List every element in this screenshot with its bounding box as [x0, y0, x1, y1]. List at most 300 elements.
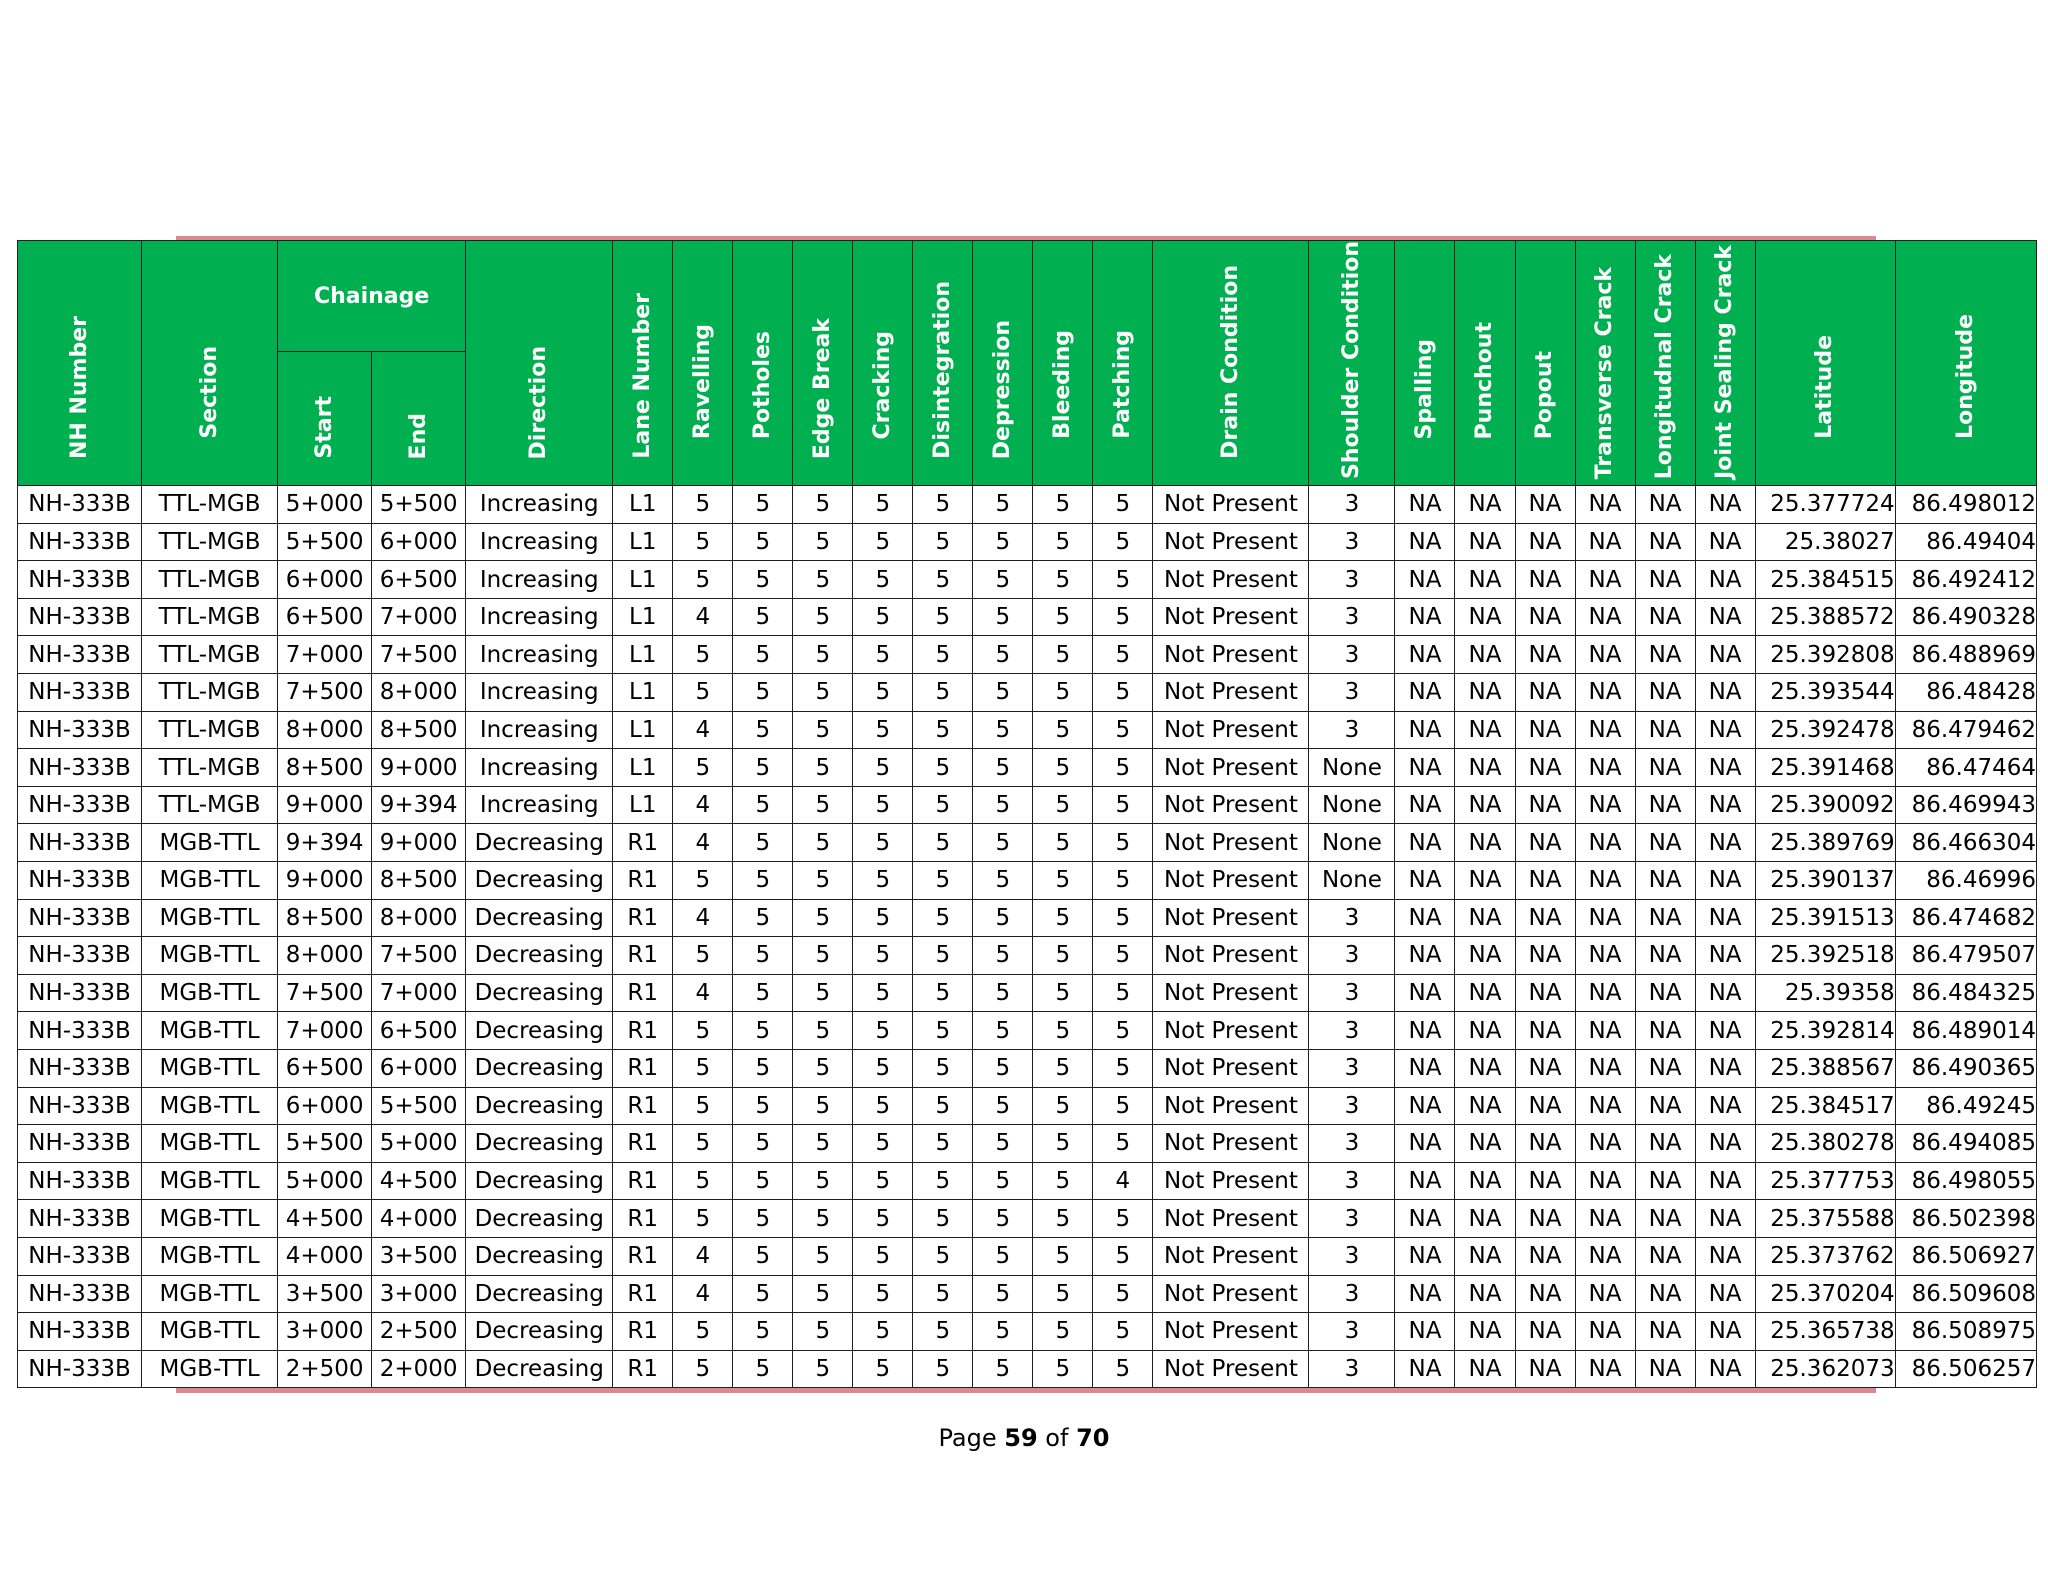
cell-ravelling: 4	[673, 711, 733, 749]
cell-shoulder-condition: 3	[1309, 1049, 1395, 1087]
cell-nh-number: NH-333B	[18, 486, 142, 524]
cell-bleeding: 5	[1033, 861, 1093, 899]
cell-latitude: 25.392814	[1755, 1012, 1895, 1050]
cell-drain-condition: Not Present	[1153, 1313, 1309, 1351]
cell-bleeding: 5	[1033, 824, 1093, 862]
cell-section: MGB-TTL	[142, 1087, 278, 1125]
cell-potholes: 5	[733, 561, 793, 599]
table-row	[18, 674, 2037, 712]
cell-potholes: 5	[733, 1313, 793, 1351]
cell-disintegration: 5	[913, 1087, 973, 1125]
cell-nh-number: NH-333B	[18, 749, 142, 787]
cell-punchout: NA	[1455, 899, 1515, 937]
cell-chainage-end: 7+500	[372, 636, 466, 674]
cell-longitude: 86.49404	[1895, 523, 2036, 561]
cell-joint-sealing-crack: NA	[1695, 711, 1755, 749]
cell-depression: 5	[973, 598, 1033, 636]
cell-depression: 5	[973, 674, 1033, 712]
cell-depression: 5	[973, 1087, 1033, 1125]
cell-drain-condition: Not Present	[1153, 1237, 1309, 1275]
cell-joint-sealing-crack: NA	[1695, 1350, 1755, 1388]
cell-depression: 5	[973, 636, 1033, 674]
header-patching: Patching	[1093, 241, 1153, 486]
cell-latitude: 25.392478	[1755, 711, 1895, 749]
cell-nh-number: NH-333B	[18, 561, 142, 599]
cell-transverse-crack: NA	[1575, 1200, 1635, 1238]
table-row	[18, 561, 2037, 599]
cell-edge-break: 5	[793, 711, 853, 749]
cell-drain-condition: Not Present	[1153, 1087, 1309, 1125]
cell-potholes: 5	[733, 1237, 793, 1275]
cell-bleeding: 5	[1033, 1049, 1093, 1087]
cell-drain-condition: Not Present	[1153, 1012, 1309, 1050]
cell-lane-number: R1	[613, 824, 673, 862]
cell-punchout: NA	[1455, 861, 1515, 899]
cell-longitudinal-crack: NA	[1635, 1350, 1695, 1388]
bottom-rule	[176, 1388, 1876, 1393]
cell-longitude: 86.48428	[1895, 674, 2036, 712]
cell-longitudinal-crack: NA	[1635, 749, 1695, 787]
cell-potholes: 5	[733, 749, 793, 787]
cell-chainage-start: 8+500	[278, 749, 372, 787]
cell-patching: 5	[1093, 786, 1153, 824]
cell-direction: Increasing	[466, 749, 613, 787]
cell-joint-sealing-crack: NA	[1695, 824, 1755, 862]
cell-direction: Decreasing	[466, 1087, 613, 1125]
cell-joint-sealing-crack: NA	[1695, 598, 1755, 636]
cell-drain-condition: Not Present	[1153, 486, 1309, 524]
cell-chainage-end: 5+500	[372, 1087, 466, 1125]
cell-lane-number: R1	[613, 937, 673, 975]
cell-section: TTL-MGB	[142, 749, 278, 787]
cell-ravelling: 5	[673, 486, 733, 524]
cell-spalling: NA	[1395, 1012, 1455, 1050]
cell-chainage-start: 7+000	[278, 1012, 372, 1050]
cell-chainage-end: 8+500	[372, 711, 466, 749]
cell-potholes: 5	[733, 1200, 793, 1238]
cell-disintegration: 5	[913, 1350, 973, 1388]
cell-lane-number: L1	[613, 598, 673, 636]
cell-punchout: NA	[1455, 711, 1515, 749]
header-disintegration: Disintegration	[913, 241, 973, 486]
cell-bleeding: 5	[1033, 1087, 1093, 1125]
cell-punchout: NA	[1455, 1049, 1515, 1087]
cell-ravelling: 4	[673, 824, 733, 862]
cell-latitude: 25.370204	[1755, 1275, 1895, 1313]
cell-shoulder-condition: 3	[1309, 1125, 1395, 1163]
cell-shoulder-condition: 3	[1309, 1350, 1395, 1388]
cell-ravelling: 4	[673, 1275, 733, 1313]
cell-chainage-start: 5+000	[278, 486, 372, 524]
cell-patching: 5	[1093, 824, 1153, 862]
cell-lane-number: R1	[613, 861, 673, 899]
cell-drain-condition: Not Present	[1153, 561, 1309, 599]
cell-direction: Decreasing	[466, 861, 613, 899]
cell-ravelling: 5	[673, 636, 733, 674]
cell-punchout: NA	[1455, 598, 1515, 636]
cell-depression: 5	[973, 1350, 1033, 1388]
cell-popout: NA	[1515, 861, 1575, 899]
cell-chainage-start: 5+500	[278, 523, 372, 561]
cell-cracking: 5	[853, 1049, 913, 1087]
cell-spalling: NA	[1395, 1125, 1455, 1163]
cell-spalling: NA	[1395, 899, 1455, 937]
cell-popout: NA	[1515, 561, 1575, 599]
cell-cracking: 5	[853, 1313, 913, 1351]
cell-potholes: 5	[733, 711, 793, 749]
cell-depression: 5	[973, 1049, 1033, 1087]
cell-punchout: NA	[1455, 1125, 1515, 1163]
cell-patching: 5	[1093, 1275, 1153, 1313]
cell-longitudinal-crack: NA	[1635, 786, 1695, 824]
cell-transverse-crack: NA	[1575, 899, 1635, 937]
total-pages: 70	[1076, 1424, 1110, 1452]
cell-spalling: NA	[1395, 974, 1455, 1012]
cell-bleeding: 5	[1033, 1237, 1093, 1275]
cell-direction: Decreasing	[466, 974, 613, 1012]
cell-spalling: NA	[1395, 561, 1455, 599]
cell-patching: 5	[1093, 598, 1153, 636]
cell-chainage-end: 5+500	[372, 486, 466, 524]
cell-bleeding: 5	[1033, 1313, 1093, 1351]
cell-latitude: 25.375588	[1755, 1200, 1895, 1238]
cell-potholes: 5	[733, 598, 793, 636]
cell-chainage-start: 7+000	[278, 636, 372, 674]
cell-chainage-start: 6+500	[278, 598, 372, 636]
cell-bleeding: 5	[1033, 561, 1093, 599]
cell-bleeding: 5	[1033, 674, 1093, 712]
cell-punchout: NA	[1455, 1237, 1515, 1275]
cell-section: TTL-MGB	[142, 523, 278, 561]
cell-transverse-crack: NA	[1575, 1237, 1635, 1275]
cell-nh-number: NH-333B	[18, 674, 142, 712]
cell-nh-number: NH-333B	[18, 598, 142, 636]
cell-disintegration: 5	[913, 1049, 973, 1087]
cell-transverse-crack: NA	[1575, 937, 1635, 975]
cell-section: TTL-MGB	[142, 636, 278, 674]
cell-cracking: 5	[853, 1087, 913, 1125]
cell-section: TTL-MGB	[142, 711, 278, 749]
road-condition-table	[17, 240, 2037, 1388]
cell-shoulder-condition: 3	[1309, 486, 1395, 524]
cell-shoulder-condition: 3	[1309, 1162, 1395, 1200]
cell-patching: 5	[1093, 523, 1153, 561]
table-row	[18, 824, 2037, 862]
cell-drain-condition: Not Present	[1153, 1275, 1309, 1313]
cell-cracking: 5	[853, 937, 913, 975]
cell-latitude: 25.384515	[1755, 561, 1895, 599]
cell-longitudinal-crack: NA	[1635, 861, 1695, 899]
cell-transverse-crack: NA	[1575, 1162, 1635, 1200]
cell-patching: 5	[1093, 674, 1153, 712]
cell-direction: Decreasing	[466, 1237, 613, 1275]
cell-chainage-end: 3+500	[372, 1237, 466, 1275]
cell-cracking: 5	[853, 711, 913, 749]
cell-longitudinal-crack: NA	[1635, 598, 1695, 636]
cell-bleeding: 5	[1033, 974, 1093, 1012]
table-row	[18, 786, 2037, 824]
cell-chainage-end: 7+000	[372, 598, 466, 636]
cell-bleeding: 5	[1033, 749, 1093, 787]
cell-depression: 5	[973, 1162, 1033, 1200]
cell-section: TTL-MGB	[142, 786, 278, 824]
header-spalling: Spalling	[1395, 241, 1455, 486]
cell-direction: Decreasing	[466, 824, 613, 862]
cell-longitudinal-crack: NA	[1635, 1313, 1695, 1351]
cell-edge-break: 5	[793, 861, 853, 899]
cell-nh-number: NH-333B	[18, 711, 142, 749]
cell-ravelling: 5	[673, 1125, 733, 1163]
cell-spalling: NA	[1395, 1087, 1455, 1125]
cell-longitude: 86.474682	[1895, 899, 2036, 937]
cell-direction: Increasing	[466, 711, 613, 749]
cell-direction: Decreasing	[466, 1049, 613, 1087]
cell-punchout: NA	[1455, 937, 1515, 975]
cell-potholes: 5	[733, 1087, 793, 1125]
cell-ravelling: 5	[673, 1313, 733, 1351]
cell-direction: Decreasing	[466, 1350, 613, 1388]
cell-punchout: NA	[1455, 486, 1515, 524]
cell-chainage-start: 7+500	[278, 674, 372, 712]
cell-joint-sealing-crack: NA	[1695, 899, 1755, 937]
cell-joint-sealing-crack: NA	[1695, 561, 1755, 599]
cell-cracking: 5	[853, 561, 913, 599]
header-potholes: Potholes	[733, 241, 793, 486]
cell-drain-condition: Not Present	[1153, 1200, 1309, 1238]
cell-cracking: 5	[853, 899, 913, 937]
header-latitude: Latitude	[1755, 241, 1895, 486]
cell-edge-break: 5	[793, 1049, 853, 1087]
header-transverse-crack: Transverse Crack	[1575, 241, 1635, 486]
cell-section: MGB-TTL	[142, 1125, 278, 1163]
cell-latitude: 25.388567	[1755, 1049, 1895, 1087]
page-footer	[0, 1424, 2048, 1452]
cell-longitude: 86.46996	[1895, 861, 2036, 899]
cell-chainage-start: 7+500	[278, 974, 372, 1012]
cell-patching: 5	[1093, 1012, 1153, 1050]
cell-edge-break: 5	[793, 1313, 853, 1351]
cell-joint-sealing-crack: NA	[1695, 861, 1755, 899]
cell-bleeding: 5	[1033, 1162, 1093, 1200]
cell-edge-break: 5	[793, 1162, 853, 1200]
cell-chainage-start: 9+394	[278, 824, 372, 862]
cell-ravelling: 5	[673, 1200, 733, 1238]
cell-disintegration: 5	[913, 786, 973, 824]
cell-disintegration: 5	[913, 1012, 973, 1050]
table-row	[18, 711, 2037, 749]
cell-direction: Increasing	[466, 486, 613, 524]
cell-latitude: 25.380278	[1755, 1125, 1895, 1163]
header-longitudinal-crack: Longitudnal Crack	[1635, 241, 1695, 486]
cell-popout: NA	[1515, 711, 1575, 749]
cell-disintegration: 5	[913, 1125, 973, 1163]
cell-direction: Decreasing	[466, 899, 613, 937]
cell-lane-number: R1	[613, 1087, 673, 1125]
cell-nh-number: NH-333B	[18, 1162, 142, 1200]
of-label: of	[1045, 1424, 1069, 1452]
cell-disintegration: 5	[913, 561, 973, 599]
cell-transverse-crack: NA	[1575, 636, 1635, 674]
cell-direction: Decreasing	[466, 1162, 613, 1200]
header-end: End	[372, 352, 466, 486]
cell-bleeding: 5	[1033, 1012, 1093, 1050]
cell-shoulder-condition: 3	[1309, 974, 1395, 1012]
cell-patching: 5	[1093, 749, 1153, 787]
cell-shoulder-condition: 3	[1309, 899, 1395, 937]
cell-cracking: 5	[853, 1012, 913, 1050]
cell-ravelling: 5	[673, 674, 733, 712]
cell-longitudinal-crack: NA	[1635, 937, 1695, 975]
cell-patching: 5	[1093, 1350, 1153, 1388]
cell-potholes: 5	[733, 1350, 793, 1388]
cell-popout: NA	[1515, 899, 1575, 937]
cell-direction: Increasing	[466, 636, 613, 674]
cell-longitudinal-crack: NA	[1635, 974, 1695, 1012]
cell-ravelling: 5	[673, 1049, 733, 1087]
cell-spalling: NA	[1395, 1237, 1455, 1275]
cell-edge-break: 5	[793, 1275, 853, 1313]
cell-section: MGB-TTL	[142, 974, 278, 1012]
cell-depression: 5	[973, 711, 1033, 749]
cell-disintegration: 5	[913, 1162, 973, 1200]
cell-disintegration: 5	[913, 974, 973, 1012]
cell-potholes: 5	[733, 786, 793, 824]
cell-transverse-crack: NA	[1575, 523, 1635, 561]
cell-joint-sealing-crack: NA	[1695, 1237, 1755, 1275]
cell-patching: 5	[1093, 486, 1153, 524]
cell-ravelling: 5	[673, 523, 733, 561]
cell-section: MGB-TTL	[142, 1200, 278, 1238]
cell-ravelling: 5	[673, 1012, 733, 1050]
cell-spalling: NA	[1395, 786, 1455, 824]
cell-ravelling: 5	[673, 937, 733, 975]
cell-longitudinal-crack: NA	[1635, 523, 1695, 561]
cell-longitudinal-crack: NA	[1635, 1049, 1695, 1087]
cell-longitudinal-crack: NA	[1635, 1012, 1695, 1050]
cell-cracking: 5	[853, 786, 913, 824]
cell-bleeding: 5	[1033, 1125, 1093, 1163]
cell-chainage-end: 7+000	[372, 974, 466, 1012]
cell-popout: NA	[1515, 1237, 1575, 1275]
cell-lane-number: R1	[613, 1237, 673, 1275]
cell-latitude: 25.39358	[1755, 974, 1895, 1012]
cell-latitude: 25.392518	[1755, 937, 1895, 975]
cell-longitude: 86.492412	[1895, 561, 2036, 599]
cell-spalling: NA	[1395, 486, 1455, 524]
cell-chainage-start: 6+000	[278, 1087, 372, 1125]
cell-popout: NA	[1515, 1049, 1575, 1087]
cell-longitude: 86.498012	[1895, 486, 2036, 524]
cell-chainage-start: 5+000	[278, 1162, 372, 1200]
cell-cracking: 5	[853, 1275, 913, 1313]
header-shoulder-condition: Shoulder Condition	[1309, 241, 1395, 486]
cell-disintegration: 5	[913, 598, 973, 636]
cell-longitude: 86.498055	[1895, 1162, 2036, 1200]
cell-section: MGB-TTL	[142, 1237, 278, 1275]
current-page: 59	[1004, 1424, 1038, 1452]
cell-spalling: NA	[1395, 1350, 1455, 1388]
cell-potholes: 5	[733, 937, 793, 975]
header-cracking: Cracking	[853, 241, 913, 486]
cell-punchout: NA	[1455, 636, 1515, 674]
cell-longitudinal-crack: NA	[1635, 674, 1695, 712]
cell-longitudinal-crack: NA	[1635, 636, 1695, 674]
table-header	[18, 241, 2037, 486]
cell-spalling: NA	[1395, 1049, 1455, 1087]
cell-disintegration: 5	[913, 486, 973, 524]
table-row	[18, 1350, 2037, 1388]
cell-chainage-end: 7+500	[372, 937, 466, 975]
cell-chainage-end: 8+500	[372, 861, 466, 899]
cell-depression: 5	[973, 899, 1033, 937]
cell-edge-break: 5	[793, 636, 853, 674]
cell-joint-sealing-crack: NA	[1695, 937, 1755, 975]
cell-transverse-crack: NA	[1575, 561, 1635, 599]
table-row	[18, 1313, 2037, 1351]
cell-depression: 5	[973, 1275, 1033, 1313]
cell-joint-sealing-crack: NA	[1695, 1012, 1755, 1050]
cell-section: MGB-TTL	[142, 1012, 278, 1050]
table-row	[18, 937, 2037, 975]
cell-drain-condition: Not Present	[1153, 598, 1309, 636]
cell-spalling: NA	[1395, 824, 1455, 862]
cell-spalling: NA	[1395, 636, 1455, 674]
cell-chainage-end: 6+500	[372, 561, 466, 599]
cell-direction: Decreasing	[466, 937, 613, 975]
cell-drain-condition: Not Present	[1153, 937, 1309, 975]
header-nh-number: NH Number	[18, 241, 142, 486]
cell-lane-number: R1	[613, 1125, 673, 1163]
cell-latitude: 25.377753	[1755, 1162, 1895, 1200]
table-row	[18, 1162, 2037, 1200]
cell-direction: Increasing	[466, 598, 613, 636]
cell-popout: NA	[1515, 598, 1575, 636]
cell-section: TTL-MGB	[142, 486, 278, 524]
cell-patching: 5	[1093, 1087, 1153, 1125]
cell-shoulder-condition: 3	[1309, 598, 1395, 636]
cell-chainage-end: 9+394	[372, 786, 466, 824]
cell-shoulder-condition: None	[1309, 824, 1395, 862]
cell-cracking: 5	[853, 598, 913, 636]
cell-ravelling: 5	[673, 1162, 733, 1200]
cell-cracking: 5	[853, 974, 913, 1012]
cell-bleeding: 5	[1033, 1275, 1093, 1313]
cell-chainage-start: 6+500	[278, 1049, 372, 1087]
cell-longitude: 86.494085	[1895, 1125, 2036, 1163]
cell-longitude: 86.47464	[1895, 749, 2036, 787]
table-row	[18, 1237, 2037, 1275]
cell-latitude: 25.377724	[1755, 486, 1895, 524]
cell-latitude: 25.393544	[1755, 674, 1895, 712]
cell-edge-break: 5	[793, 1012, 853, 1050]
cell-potholes: 5	[733, 674, 793, 712]
table-row	[18, 749, 2037, 787]
cell-longitude: 86.506257	[1895, 1350, 2036, 1388]
cell-direction: Increasing	[466, 523, 613, 561]
cell-lane-number: R1	[613, 1049, 673, 1087]
cell-joint-sealing-crack: NA	[1695, 636, 1755, 674]
cell-transverse-crack: NA	[1575, 974, 1635, 1012]
cell-potholes: 5	[733, 899, 793, 937]
header-start: Start	[278, 352, 372, 486]
cell-chainage-end: 9+000	[372, 749, 466, 787]
header-chainage: Chainage	[278, 241, 466, 352]
cell-punchout: NA	[1455, 974, 1515, 1012]
cell-depression: 5	[973, 974, 1033, 1012]
header-direction: Direction	[466, 241, 613, 486]
cell-drain-condition: Not Present	[1153, 899, 1309, 937]
cell-chainage-end: 8+000	[372, 899, 466, 937]
